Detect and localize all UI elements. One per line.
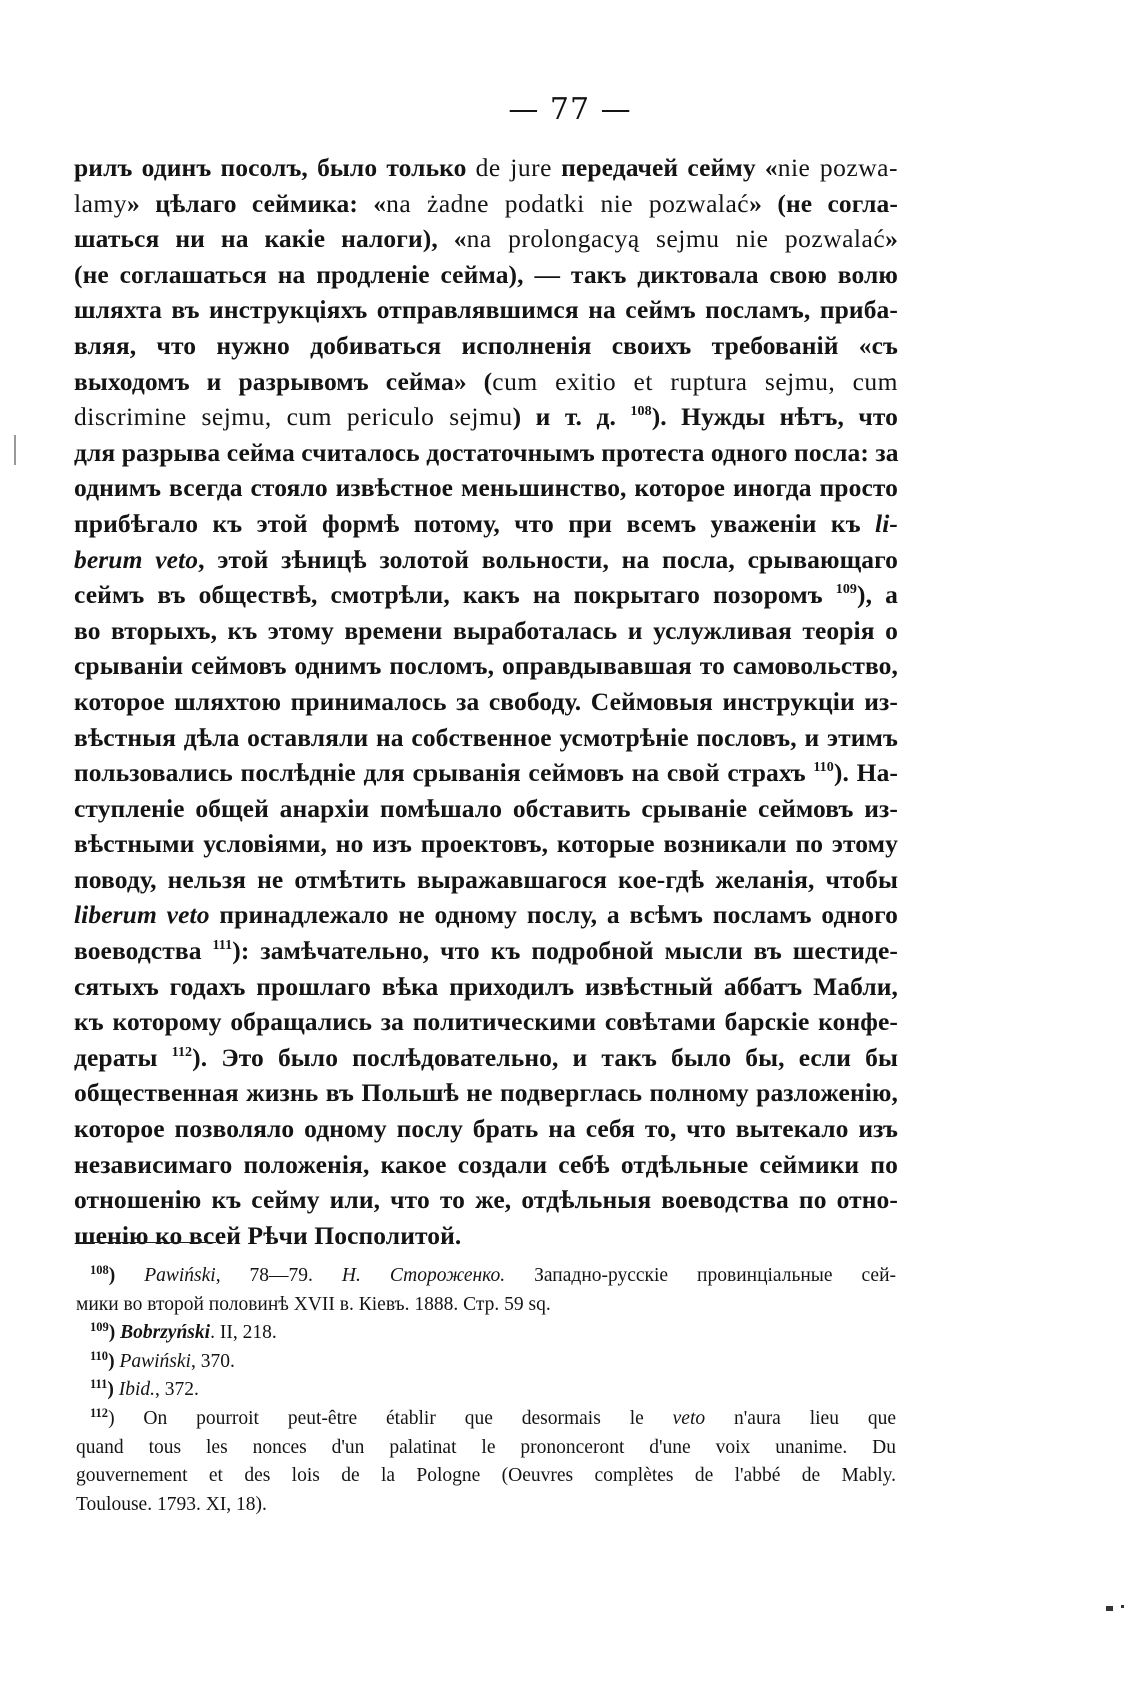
- footnote-108-cont: мики во второй половинѣ XVII в. Кіевъ. 1888. Стр. 59 sq.: [76, 1293, 551, 1315]
- footnote-108: $^{108}$) Pawiński, 78—79. Н. Стороженко. Западно-русскіе провинціальные сей-: [90, 1263, 897, 1286]
- footnote-111: $^{111}$) Ibid., 372.: [90, 1377, 199, 1401]
- footnote-112-cont: gouvernement et des lois de la Pologne (Oeuvres complètes de l'abbé de Mably.: [76, 1465, 896, 1487]
- text-line: вѣстными условіями, но изъ проектовъ, которые возникали по этому: [74, 829, 898, 859]
- text-line: шаться ни на какіе налоги), «na prolongacyą sejmu nie pozwalać»: [74, 224, 899, 254]
- footnote-ref: 110: [813, 760, 834, 776]
- footnote-ref: 109: [835, 582, 858, 598]
- text-line: сеймъ въ обществѣ, смотрѣли, какъ на покрытаго позоромъ $^{109}$), а: [74, 580, 898, 610]
- text-line: къ которому обращались за политическими совѣтами барскіе конфе-: [74, 1007, 898, 1037]
- text-line: вляя, что нужно добиваться исполненія своихъ требованій «съ: [74, 330, 898, 360]
- text-line: lamy» цѣлаго сеймика: «na żadne podatki nie pozwalać» (не согла-: [74, 188, 899, 218]
- footnote-109: $^{109}$) Bobrzyński. II, 218.: [90, 1320, 277, 1344]
- page-number: — 77 —: [508, 92, 632, 127]
- text-line: discrimine sejmu, cum periculo sejmu) и т. д. $^{108}$). Нужды нѣтъ, что: [74, 402, 898, 432]
- footnote-112: $^{112}$) On pourroit peut-être établir que desormais le veto n'aura lieu que: [90, 1405, 896, 1429]
- scan-speck: [1121, 1605, 1124, 1608]
- text-line: выходомъ и разрывомъ сейма» (cum exitio et ruptura sejmu, cum: [74, 366, 898, 396]
- text-line: общественная жизнь въ Польшѣ не подверглась полному разложенію,: [74, 1078, 898, 1108]
- scan-speck: [14, 435, 16, 465]
- scan-speck: [1106, 1606, 1113, 1611]
- text-line: рилъ одинъ посолъ, было только de jure передачей сейму «nie pozwa-: [74, 153, 898, 182]
- footnote-divider: [76, 1242, 216, 1243]
- footnote-ref: 112: [171, 1044, 193, 1060]
- text-line: которое позволяло одному послу брать на себя то, что вытекало изъ: [74, 1114, 898, 1144]
- footnote-ref: 111: [212, 938, 233, 954]
- text-line: поводу, нельзя не отмѣтить выражавшагося кое-гдѣ желанія, чтобы: [74, 864, 898, 894]
- text-line: berum veto, этой зѣницѣ золотой вольности, на посла, срывающаго: [74, 544, 898, 574]
- text-line: во вторыхъ, къ этому времени выработалась и услужливая теорія о: [74, 615, 898, 645]
- text-line: пользовались послѣдніе для срыванія сеймовъ на свой страхъ $^{110}$). На-: [74, 758, 899, 788]
- text-line: вѣстныя дѣла оставляли на собственное усмотрѣніе пословъ, и этимъ: [74, 722, 898, 752]
- footnotes: [76, 1262, 897, 1519]
- footnote-112-cont: quand tous les nonces d'un palatinat le prononceront d'une voix unanime. Du: [76, 1436, 896, 1458]
- text-line: прибѣгало къ этой формѣ потому, что при всемъ уваженіи къ li-: [74, 508, 898, 538]
- text-line: независимаго положенія, какое создали себѣ отдѣльные сеймики по: [74, 1149, 898, 1179]
- text-line: (не соглашаться на продленіе сейма), — такъ диктовала свою волю: [74, 259, 898, 289]
- footnote-ref: 108: [630, 404, 652, 420]
- text-line: срываніи сеймовъ однимъ посломъ, оправдывавшая то самовольство,: [74, 651, 898, 681]
- text-line: ступленіе общей анархіи помѣшало обставить срываніе сеймовъ из-: [74, 793, 898, 823]
- text-line: сятыхъ годахъ прошлаго вѣка приходилъ извѣстный аббатъ Мабли,: [74, 971, 898, 1001]
- text-line: шляхта въ инструкціяхъ отправлявшимся на сеймъ посламъ, приба-: [74, 295, 898, 325]
- text-line: воеводства $^{111}$): замѣчательно, что къ подробной мысли въ шестиде-: [74, 936, 898, 966]
- footnote-110: $^{110}$) Pawiński, 370.: [90, 1348, 235, 1372]
- main-text: [74, 150, 898, 1253]
- text-line: liberum veto принадлежало не одному послу, а всѣмъ посламъ одного: [74, 900, 898, 930]
- text-line: отношенію къ сейму или, что то же, отдѣльныя воеводства по отно-: [74, 1185, 898, 1215]
- footnote-112-cont: Toulouse. 1793. XI, 18).: [76, 1493, 267, 1515]
- text-line: шенію ко всей Рѣчи Посполитой.: [74, 1220, 462, 1250]
- text-line: однимъ всегда стояло извѣстное меньшинство, которое иногда просто: [74, 473, 898, 503]
- text-line: которое шляхтою принималось за свободу. Сеймовыя инструкціи из-: [74, 686, 898, 716]
- text-line: для разрыва сейма считалось достаточнымъ протеста одного посла: за: [74, 437, 899, 467]
- text-line: дераты $^{112}$). Это было послѣдовательно, и такъ было бы, если бы: [74, 1042, 898, 1072]
